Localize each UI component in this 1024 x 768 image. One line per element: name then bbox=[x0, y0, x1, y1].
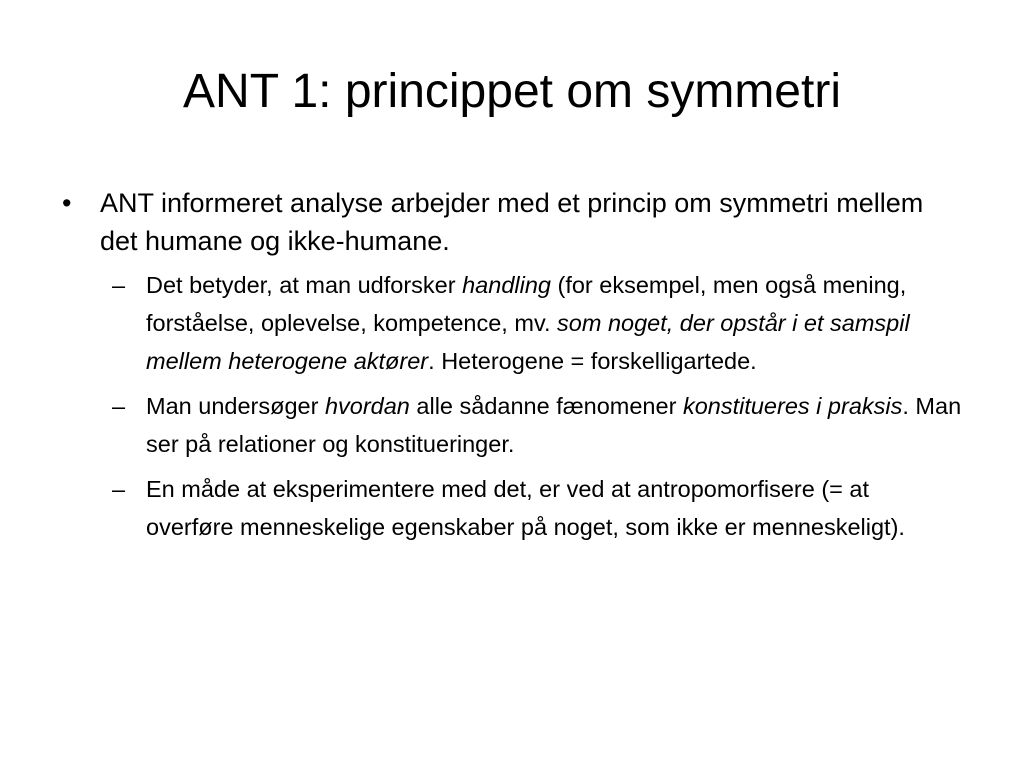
italic-segment: konstitueres i praksis bbox=[682, 393, 903, 419]
sub-bullet-list bbox=[62, 266, 962, 546]
slide-title: ANT 1: princippet om symmetri bbox=[183, 65, 841, 118]
text-segment: alle sådanne fænomener bbox=[409, 393, 683, 419]
sub-bullet-item bbox=[62, 470, 962, 546]
dash-marker: – bbox=[112, 272, 126, 298]
bullet-item bbox=[62, 184, 962, 260]
text-segment: (for eksempel, men også mening, forståelse, oplevelse, kompetence, mv. bbox=[146, 272, 907, 336]
bullet-text: ANT informeret analyse arbejder med et princip om symmetri mellem det humane og ikke-humane. bbox=[100, 188, 924, 256]
italic-segment: hvordan bbox=[324, 393, 410, 419]
sub-bullet-text bbox=[146, 272, 910, 374]
sub-bullet-text bbox=[146, 393, 961, 457]
text-segment: . Man ser på relationer og konstitueringer. bbox=[146, 393, 962, 457]
italic-segment: handling bbox=[462, 272, 551, 298]
sub-bullet-text bbox=[146, 476, 905, 540]
text-segment: En måde at eksperimentere med det, er ved at antropomorfisere (= at overføre menneskelige egenskaber på noget, som ikke er menneskeligt). bbox=[146, 476, 905, 540]
text-segment: Det betyder, at man udforsker bbox=[146, 272, 463, 298]
sub-bullet-item bbox=[62, 387, 962, 463]
sub-bullet-item bbox=[62, 266, 962, 380]
italic-segment: som noget, der opstår i et samspil mellem heterogene aktører bbox=[146, 310, 910, 374]
dash-marker: – bbox=[112, 476, 126, 502]
dash-marker: – bbox=[112, 393, 126, 419]
text-segment: . Heterogene = forskelligartede. bbox=[428, 348, 757, 374]
slide-content bbox=[62, 184, 962, 553]
bullet-marker: • bbox=[62, 188, 72, 218]
text-segment: Man undersøger bbox=[146, 393, 325, 419]
